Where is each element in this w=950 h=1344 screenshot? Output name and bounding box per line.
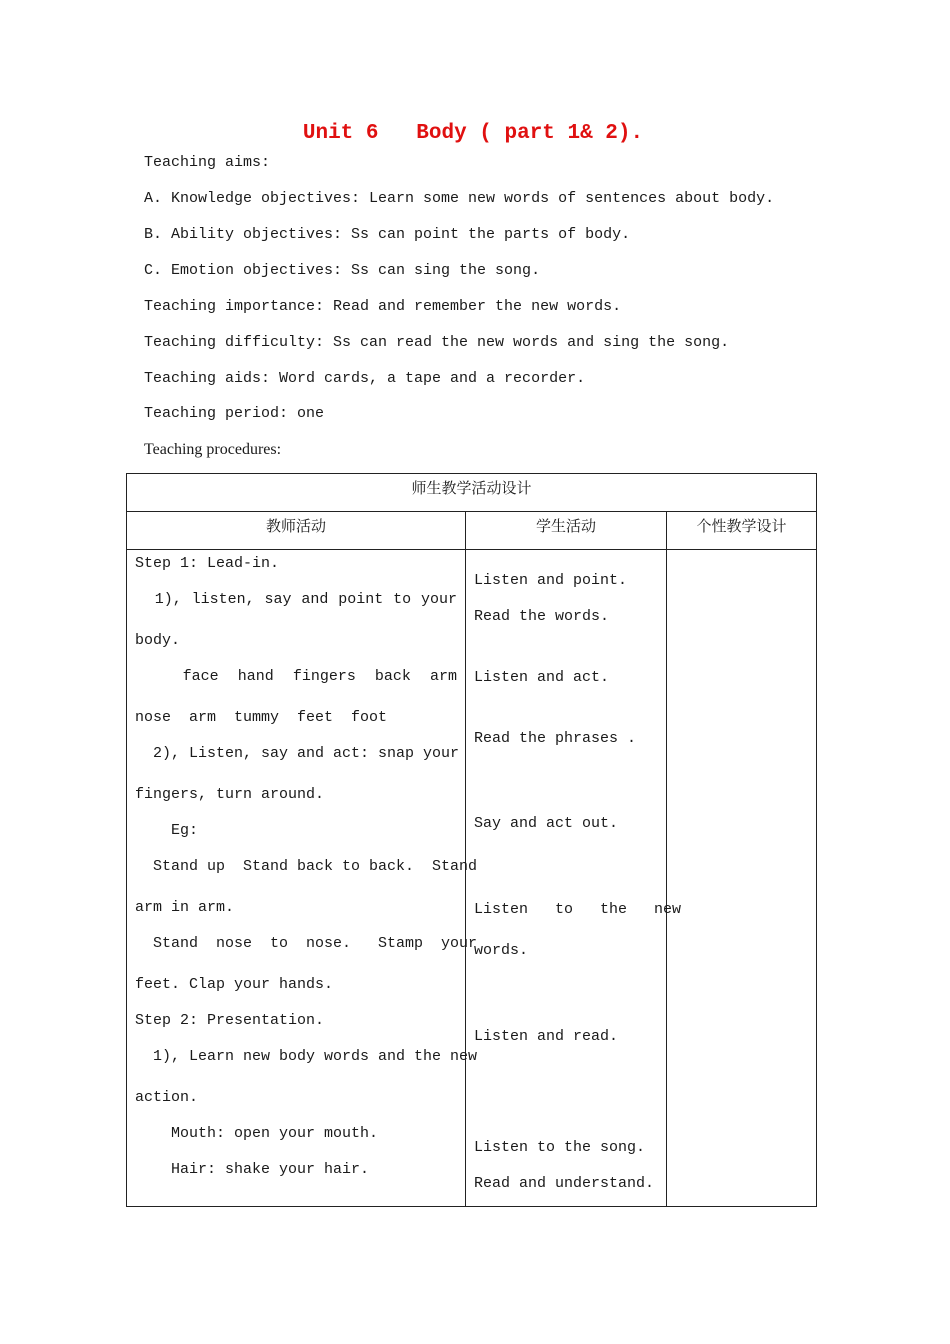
header-teacher-activity: 教师活动 [127,512,466,550]
personal-design-cell [667,550,817,1207]
teacher-line: 1), listen, say and point to your [135,591,457,608]
teacher-line: nose arm tummy feet foot [135,709,388,726]
teaching-importance: Teaching importance: Read and remember the new words. [144,298,622,315]
teacher-line: Mouth: open your mouth. [135,1125,379,1142]
teacher-line: Stand up Stand back to back. Stand [135,858,478,875]
student-line: Listen and read. [474,1028,619,1045]
student-line: Say and act out. [474,815,619,832]
teacher-activity-cell [127,550,478,1207]
table-row [127,550,817,1207]
knowledge-objectives: A. Knowledge objectives: Learn some new words of sentences about body. [144,190,775,207]
teacher-line: 1), Learn new body words and the new [135,1048,478,1065]
teaching-aids: Teaching aids: Word cards, a tape and a recorder. [144,370,586,387]
teacher-line: Stand nose to nose. Stamp your [135,935,478,952]
teacher-line: 2), Listen, say and act: snap your [135,745,460,762]
teaching-period: Teaching period: one [144,405,325,422]
student-line: Read and understand. [474,1175,655,1192]
student-line: Listen and point. [474,572,628,589]
student-line: Listen to the new [474,901,682,918]
teacher-line: Step 2: Presentation. [135,1012,325,1029]
student-line: words. [474,942,529,959]
student-line: Listen to the song. [474,1139,646,1156]
table-caption: 师生教学活动设计 [127,474,817,512]
student-line: Listen and act. [474,669,610,686]
teacher-line: fingers, turn around. [135,786,325,803]
emotion-objectives: C. Emotion objectives: Ss can sing the song. [144,262,541,279]
teacher-line: body. [135,632,181,649]
student-line: Read the phrases . [474,730,637,747]
teacher-line: Hair: shake your hair. [135,1161,370,1178]
teacher-line: action. [135,1089,199,1106]
header-student-activity: 学生活动 [466,512,667,550]
teaching-aims-heading: Teaching aims: [144,154,271,171]
teacher-line: Eg: [135,822,199,839]
teacher-line: arm in arm. [135,899,235,916]
table-header-row [127,512,817,550]
teacher-line: face hand fingers back arm [135,668,457,685]
header-personal-design: 个性教学设计 [667,512,817,550]
document-title: Unit 6 Body ( part 1& 2). [302,122,644,145]
table-caption-row [127,474,817,512]
teaching-difficulty: Teaching difficulty: Ss can read the new words and sing the song. [144,334,730,351]
ability-objectives: B. Ability objectives: Ss can point the parts of body. [144,226,631,243]
student-line: Read the words. [474,608,610,625]
teacher-line: Step 1: Lead-in. [135,555,280,572]
student-activity-cell [466,550,682,1207]
teaching-procedures-heading: Teaching procedures: [144,441,282,458]
procedures-table [126,473,817,1207]
teacher-line: feet. Clap your hands. [135,976,334,993]
